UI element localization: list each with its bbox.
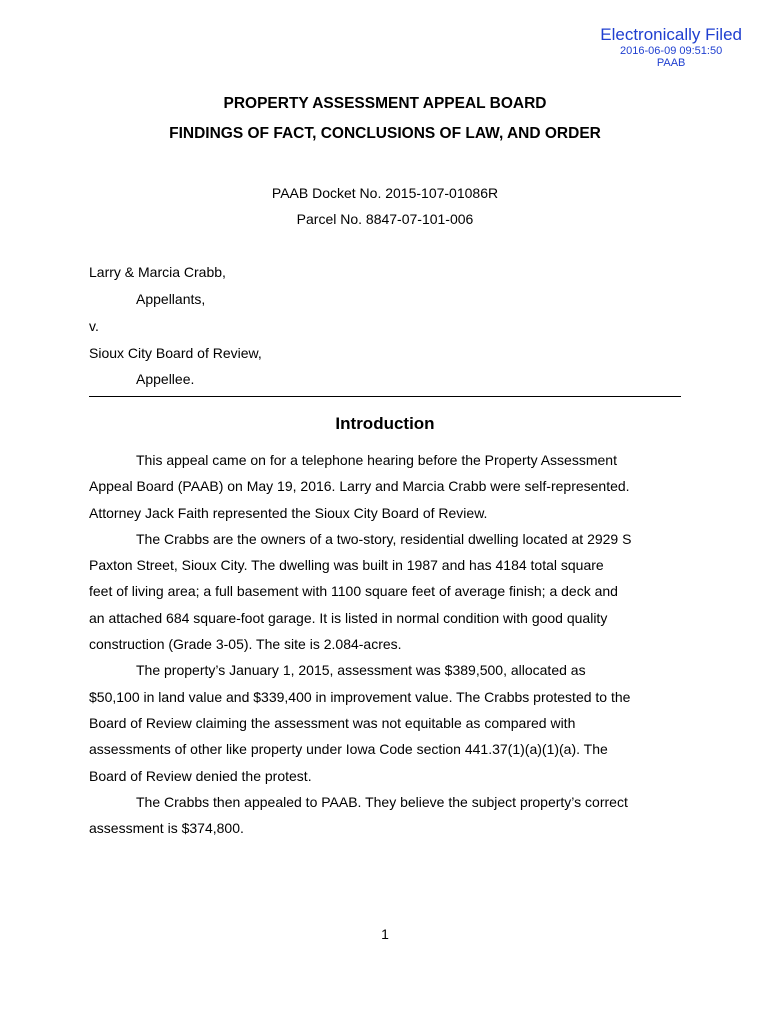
docket-number: PAAB Docket No. 2015-107-01086R <box>271 185 499 201</box>
text-line: an attached 684 square-foot garage. It is listed in normal condition with good quality <box>89 609 608 626</box>
stamp-agency: PAAB <box>656 56 686 69</box>
document-title: PROPERTY ASSESSMENT APPEAL BOARD <box>223 95 547 112</box>
text-line: This appeal came on for a telephone hearing before the Property Assessment <box>136 452 617 468</box>
appellants-role: Appellants, <box>136 291 206 307</box>
appellee-name: Sioux City Board of Review, <box>89 345 262 361</box>
parcel-number: Parcel No. 8847-07-101-006 <box>296 211 474 227</box>
stamp-timestamp: 2016-06-09 09:51:50 <box>620 44 723 57</box>
text-line: assessments of other like property under Iowa Code section 441.37(1)(a)(1)(a). The <box>89 741 608 758</box>
text-line: Board of Review claiming the assessment was not equitable as compared with <box>89 714 576 731</box>
appellants-name: Larry & Marcia Crabb, <box>89 264 226 280</box>
text-line: Board of Review denied the protest. <box>89 767 312 784</box>
paragraph <box>89 526 689 657</box>
appellee-role: Appellee. <box>136 371 195 387</box>
text-line: The Crabbs then appealed to PAAB. They believe the subject property’s correct <box>136 793 628 810</box>
section-heading-introduction: Introduction <box>335 414 435 433</box>
text-line: The property’s January 1, 2015, assessment was $389,500, allocated as <box>136 662 586 679</box>
text-line: feet of living area; a full basement with 1100 square feet of average finish; a deck and <box>89 583 618 600</box>
paragraph <box>89 789 689 842</box>
caption-divider <box>89 396 681 397</box>
stamp-title: Electronically Filed <box>600 25 742 44</box>
text-line: $50,100 in land value and $339,400 in improvement value. The Crabbs protested to the <box>89 688 631 705</box>
text-line: The Crabbs are the owners of a two-story, residential dwelling located at 2929 S <box>136 530 632 547</box>
text-line: assessment is $374,800. <box>89 820 244 837</box>
page-number: 1 <box>381 926 389 942</box>
text-line: construction (Grade 3-05). The site is 2.084-acres. <box>89 636 402 653</box>
paragraph <box>89 657 689 788</box>
versus: v. <box>89 318 99 334</box>
text-line: Attorney Jack Faith represented the Sioux City Board of Review. <box>89 504 488 521</box>
text-line: Appeal Board (PAAB) on May 19, 2016. Larry and Marcia Crabb were self-represented. <box>89 478 630 495</box>
electronic-filing-stamp <box>600 26 742 69</box>
text-line: Paxton Street, Sioux City. The dwelling was built in 1987 and has 4184 total square <box>89 557 604 574</box>
document-subtitle: FINDINGS OF FACT, CONCLUSIONS OF LAW, AND ORDER <box>169 125 601 142</box>
introduction-body <box>89 447 689 841</box>
paragraph <box>89 447 689 526</box>
